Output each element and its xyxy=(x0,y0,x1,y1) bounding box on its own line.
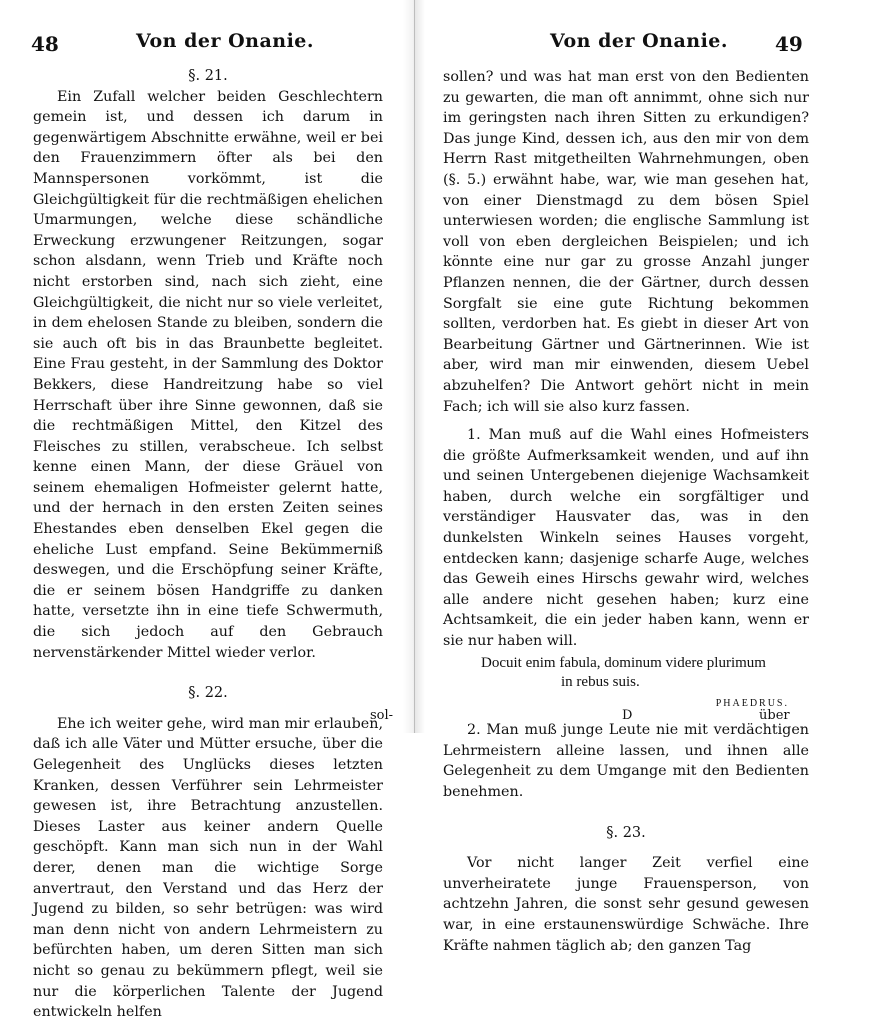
latin-quotation-line: Docuit enim fabula, dominum videre plurimum xyxy=(481,654,766,671)
section-heading: §. 23. xyxy=(606,824,646,841)
page-number: 48 xyxy=(31,32,59,56)
gutter-fold-line xyxy=(414,0,415,733)
paragraph: sollen? und was hat man erst von den Bedienten zu gewarten, die man oft annimmt, ohne sich nur im geringsten nach ihren Sitten zu erkundigen? Das junge Kind, dessen ich, aus den mir von dem Herrn Rast mitgetheilten Wahrnehmungen, oben (§. 5.) erwähnt habe, war, wie man gesehen hat, von einer Dienstmagd zu dem bösen Spiel unterwiesen worden; die englische Sammlung ist voll von eben dergleichen Beispielen; und ich könnte eine nur gar zu grosse Anzahl junger Pflanzen nennen, die der Gärtner, durch dessen Sorgfalt sie eine gute Richtung bekommen sollten, verdorben hat. Es giebt in dieser Art von Bearbeitung Gärtner und Gärtnerinnen. Wie ist aber, wird man mir einwenden, diesem Uebel abzuhelfen? Die Antwort gehört nicht in mein Fach; ich will sie also kurz fassen. xyxy=(443,69,809,415)
running-head: Von der Onanie. xyxy=(136,30,315,52)
right-page xyxy=(425,0,871,954)
paragraph: Ehe ich weiter gehe, wird man mir erlauben, daß ich alle Väter und Mütter ersuche, über die Gelegenheit des Unglücks dieses letzten Kranken, dessen Verführer sein Lehrmeister gewesen ist, ihre Betrachtung anzustellen. Dieses Laster aus keiner andern Quelle geschöpft. Kann man sich nun in der Wahl derer, denen man die wichtige Sorge anvertraut, den Verstand und das Herz der Jugend zu bilden, so sehr betrügen: was wird man denn nicht von andern Lehrmeistern zu befürchten haben, um deren Sitten man sich nicht so genau zu bekümmern pflegt, weil sie nur die körperlichen Talente der Jugend entwickeln helfen xyxy=(33,715,383,1021)
page-body xyxy=(443,67,809,956)
catchword: über xyxy=(759,708,790,723)
paragraph: Ein Zufall welcher beiden Geschlechtern gemein ist, und dessen ich darum in gegenwärtigem Abschnitte erwähne, weil er bei den Frauenzimmern öfter als bei den Mannspersonen vorkömmt, ist die Gleichgültigkeit für die rechtmäßigen ehelichen Umarmungen, welche diese schändliche Erweckung erzwungener Reitzungen, sogar schon alsdann, wenn Trieb und Kräfte noch nicht erstorben sind, nach sich zieht, eine Gleichgültigkeit, die nicht nur so viele verleitet, in dem ehelosen Stande zu bleiben, sondern die sie auch oft bis in das Braunbette begleitet. Eine Frau gesteht, in der Sammlung des Doktor Bekkers, diese Handreitzung habe so viel Herrschaft über ihre Sinne gewonnen, daß sie die rechtmäßigen Mittel, den Kitzel des Fleisches zu stillen, verabscheue. Ich selbst kenne einen Mann, der diese Gräuel von seinem ehemaligen Hofmeister gelernt hatte, und der hernach in den ersten Zeiten seines Ehestandes eben denselben Ekel gegen die eheliche Lust empfand. Seine Bekümmerniß deswegen, und die Erschöpfung seiner Kräfte, die er seinem bösen Handgriffe zu danken hatte, versetzte ihn in eine tiefe Schwermuth, die sich jedoch auf den Gebrauch nervenstärkender Mittel wieder verlor. xyxy=(33,88,383,661)
section-heading: §. 21. xyxy=(188,68,228,84)
signature-mark: D xyxy=(622,708,633,723)
numbered-point: 1. Man muß auf die Wahl eines Hofmeisters die größte Aufmerksamkeit wenden, und auf ihn und seinen Untergebenen diejenige Wachsamkeit haben, durch welche ein sorgfältiger und verständiger Hausvater das, was in den dunkelsten Winkeln seines Hauses vorgeht, entdecken kann; dasjenige scharfe Auge, welches das Geweih eines Hirschs gewahr wird, welches alle andere nicht gesehen haben; kurz eine Achtsamkeit, die ein jeder haben kann, wenn er sie nur haben will. xyxy=(443,427,809,650)
left-page xyxy=(0,0,403,1021)
running-head: Von der Onanie. xyxy=(550,30,729,52)
numbered-point: 2. Man muß junge Leute nie mit verdächtigen Lehrmeistern alleine lassen, und ihnen alle Gelegenheit zu dem Umgange mit den Bedienten benehmen. xyxy=(443,722,809,800)
latin-quotation xyxy=(481,654,809,692)
page-body xyxy=(33,66,383,1023)
page-number: 49 xyxy=(775,32,803,56)
catchword: sol- xyxy=(370,708,394,723)
quotation-author: PHAEDRUS. xyxy=(715,697,789,709)
paragraph: Vor nicht langer Zeit verfiel eine unverheiratete junge Frauensperson, von achtzehn Jahren, die sonst sehr gesund gewesen war, in eine erstaunenswürdige Schwäche. Ihre Kräfte nahmen täglich ab; den ganzen Tag xyxy=(443,855,809,954)
section-heading: §. 22. xyxy=(188,685,228,702)
latin-quotation-line: in rebus suis. xyxy=(561,673,640,690)
